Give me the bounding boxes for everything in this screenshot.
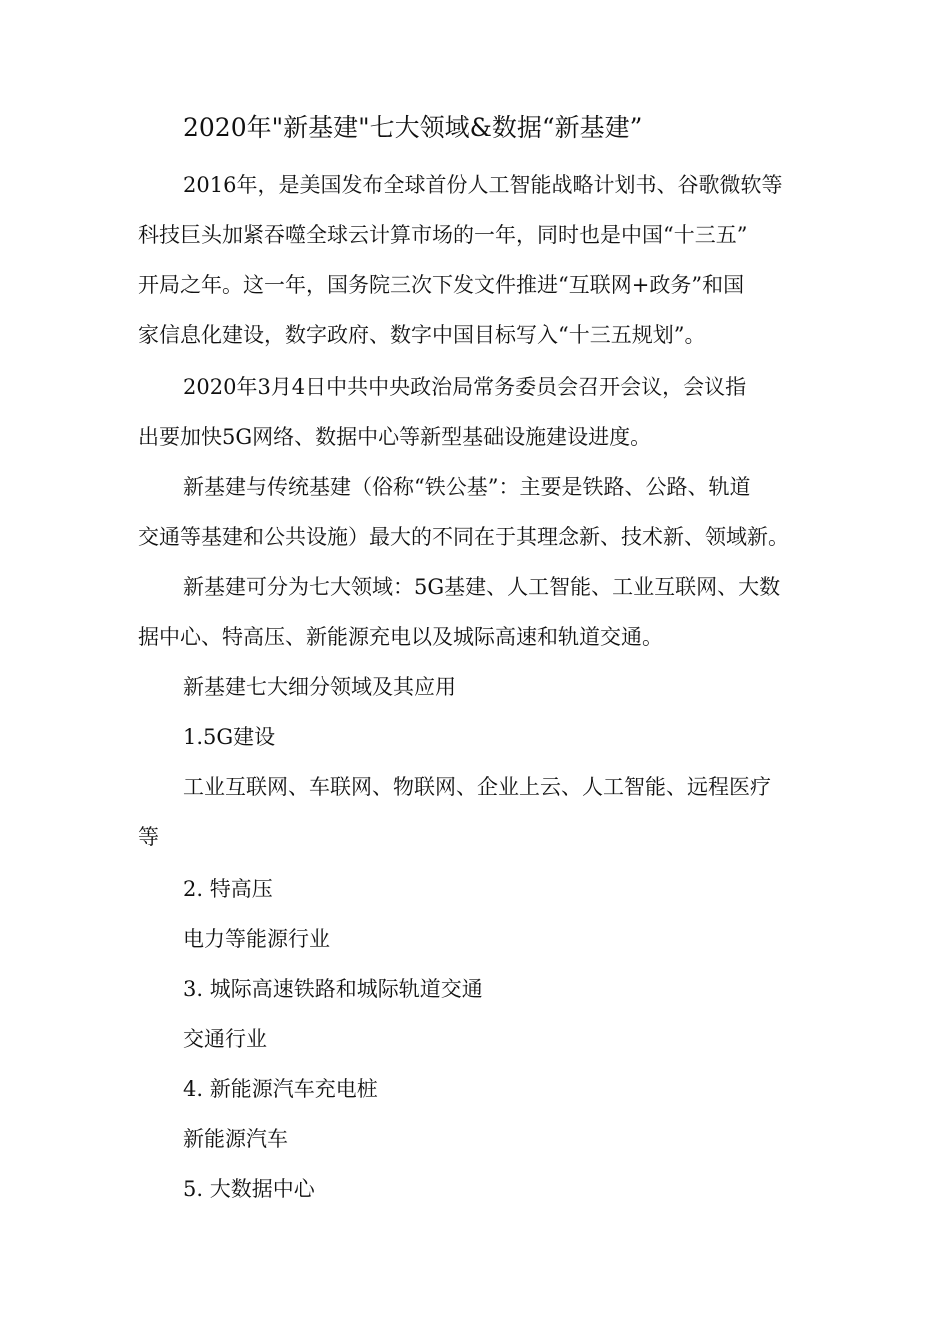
item-description: 电力等能源行业 [183,927,330,951]
paragraph-line: 新基建可分为七大领域：5G基建、人工智能、工业互联网、大数 [183,575,781,599]
paragraph-line: 家信息化建设，数字政府、数字中国目标写入“十三五规划”。 [138,323,706,347]
item-description: 交通行业 [183,1027,267,1051]
paragraph-line: 据中心、特高压、新能源充电以及城际高速和轨道交通。 [138,625,663,649]
item-heading: 4. 新能源汽车充电桩 [183,1077,378,1101]
paragraph-line: 工业互联网、车联网、物联网、企业上云、人工智能、远程医疗 [183,775,771,799]
paragraph-line: 2020年3月4日中共中央政治局常务委员会召开会议，会议指 [183,375,747,399]
paragraph-seven-fields [138,562,818,662]
item-description [138,762,818,862]
item-heading: 1.5G建设 [183,725,276,749]
paragraph-meeting [138,362,818,462]
item-heading: 3. 城际高速铁路和城际轨道交通 [183,977,483,1001]
paragraph-intro [138,160,818,360]
paragraph-line: 科技巨头加紧吞噬全球云计算市场的一年，同时也是中国“十三五” [138,223,748,247]
paragraph-line: 开局之年。这一年，国务院三次下发文件推进“互联网+政务”和国 [138,273,745,297]
item-heading: 5. 大数据中心 [183,1177,315,1201]
item-description: 新能源汽车 [183,1127,288,1151]
document-title: 2020年"新基建"七大领域&数据“新基建” [183,113,643,142]
section-heading: 新基建七大细分领域及其应用 [183,675,456,699]
paragraph-line: 2016年，是美国发布全球首份人工智能战略计划书、谷歌微软等 [183,173,783,197]
paragraph-line: 交通等基建和公共设施）最大的不同在于其理念新、技术新、领域新。 [138,525,789,549]
paragraph-line: 出要加快5G网络、数据中心等新型基础设施建设进度。 [138,425,652,449]
paragraph-comparison [138,462,818,562]
item-heading: 2. 特高压 [183,877,273,901]
paragraph-line: 新基建与传统基建（俗称“铁公基”：主要是铁路、公路、轨道 [183,475,751,499]
paragraph-line: 等 [138,825,159,849]
